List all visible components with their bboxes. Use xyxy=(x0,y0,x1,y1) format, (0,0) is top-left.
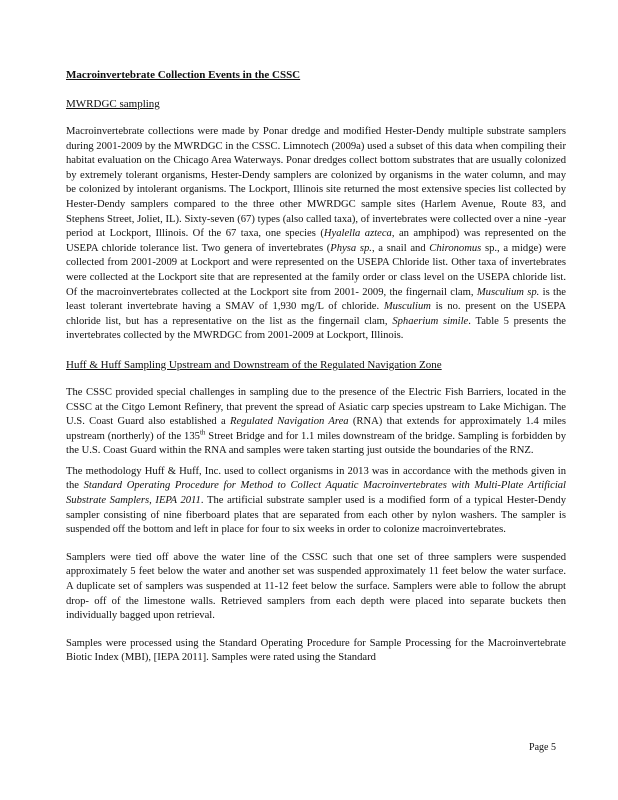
paragraph-samplers: Samplers were tied off above the water line of the CSSC such that one set of three samplers were suspended approximately 5 feet below the water and another set was suspended approximately 11 feet below the water surface. A duplicate set of samplers was suspended at 11-12 feet below the surface. Samplers were able to follow the abrupt drop- off of the limestone walls. Retrieved samplers from each depth were placed into separate buckets then individually bagged upon retrieval. xyxy=(66,551,566,622)
page-number: Page 5 xyxy=(529,742,556,753)
paragraph-mwrdgc-collections: Macroinvertebrate collections were made by Ponar dredge and modified Hester-Dendy multiple substrate samplers during 2001-2009 by the MWRDGC in the CSSC. Limnotech (2009a) used a subset of this data when compiling their habitat evaluation on the Chicago Area Waterways. Ponar dredges collect bottom substrates that are usually colonized by extremely tolerant organisms, Hester-Dendy samplers are colonized by organisms in the water column, and may be colonized by intolerant organisms. The Lockport, Illinois site returned the most extensive species list collected by Hester-Dendy samplers compared to the three other MWRDGC sample sites (Harlem Avenue, Route 83, and Stephens Street, Joliet, IL). Sixty-seven (67) types (also called taxa), of invertebrates were collected over a nine -year period at Lockport, Illinois. Of the 67 taxa, one species (Hyalella azteca, an amphipod) was represented on the USEPA chloride tolerance list. Two genera of invertebrates (Physa sp., a snail and Chironomus sp., a midge) were collected from 2001-2009 at Lockport and were represented on the USEPA Chloride list. Other taxa of invertebrates were collected at the Lockport site that are represented at the family order or class level on the USEPA chloride list. Of the macroinvertebrates collected at the Lockport site from 2001- 2009, the fingernail clam, Musculium sp. is the least tolerant invertebrate having a SMAV of 1,930 mg/L of chloride. Musculium is no. present on the USEPA chloride list, but has a representative on the list as the fingernail clam, Sphaerium simile. Table 5 presents the invertebrates collected by the MWRDGC from 2001-2009 at Lockport, Illinois. xyxy=(66,126,567,342)
page-content xyxy=(66,68,566,666)
page-heading: Macroinvertebrate Collection Events in the CSSC xyxy=(66,69,301,81)
paragraph-cssc-challenges: The CSSC provided special challenges in sampling due to the presence of the Electric Fish Barriers, located in the CSSC at the Citgo Lemont Refinery, that prevent the spread of Asiatic carp species upstream to Lake Michigan. The U.S. Coast Guard also established a Regulated Navigation Area (RNA) that extends for approximately 1.4 miles upstream (northerly) of the 135th Street Bridge and for 1.1 miles downstream of the bridge. Sampling is forbidden by the U.S. Coast Guard within the RNA and samples were taken starting just outside the boundaries of the RNZ. xyxy=(66,386,566,457)
section-title-mwrdgc: MWRDGC sampling xyxy=(66,98,160,110)
paragraph-sample-processing: Samples were processed using the Standard Operating Procedure for Sample Processing for the Macroinvertebrate Biotic Index (MBI), [IEPA 2011]. Samples were rated using the Standard xyxy=(66,637,566,664)
section-title-huff-sampling: Huff & Huff Sampling Upstream and Downstream of the Regulated Navigation Zone xyxy=(66,358,442,371)
paragraph-methodology: The methodology Huff & Huff, Inc. used to collect organisms in 2013 was in accordance with the methods given in the Standard Operating Procedure for Method to Collect Aquatic Macroinvertebrates with Multi-Plate Artificial Substrate Samplers, IEPA 2011. The artificial substrate sampler used is a modified form of a typical Hester-Dendy sampler consisting of nine fiberboard plates that are separated from each other by nylon washers. The sampler is suspended off the bottom and left in place for four to six weeks in order to colonize macroinvertebrates. xyxy=(66,465,566,536)
